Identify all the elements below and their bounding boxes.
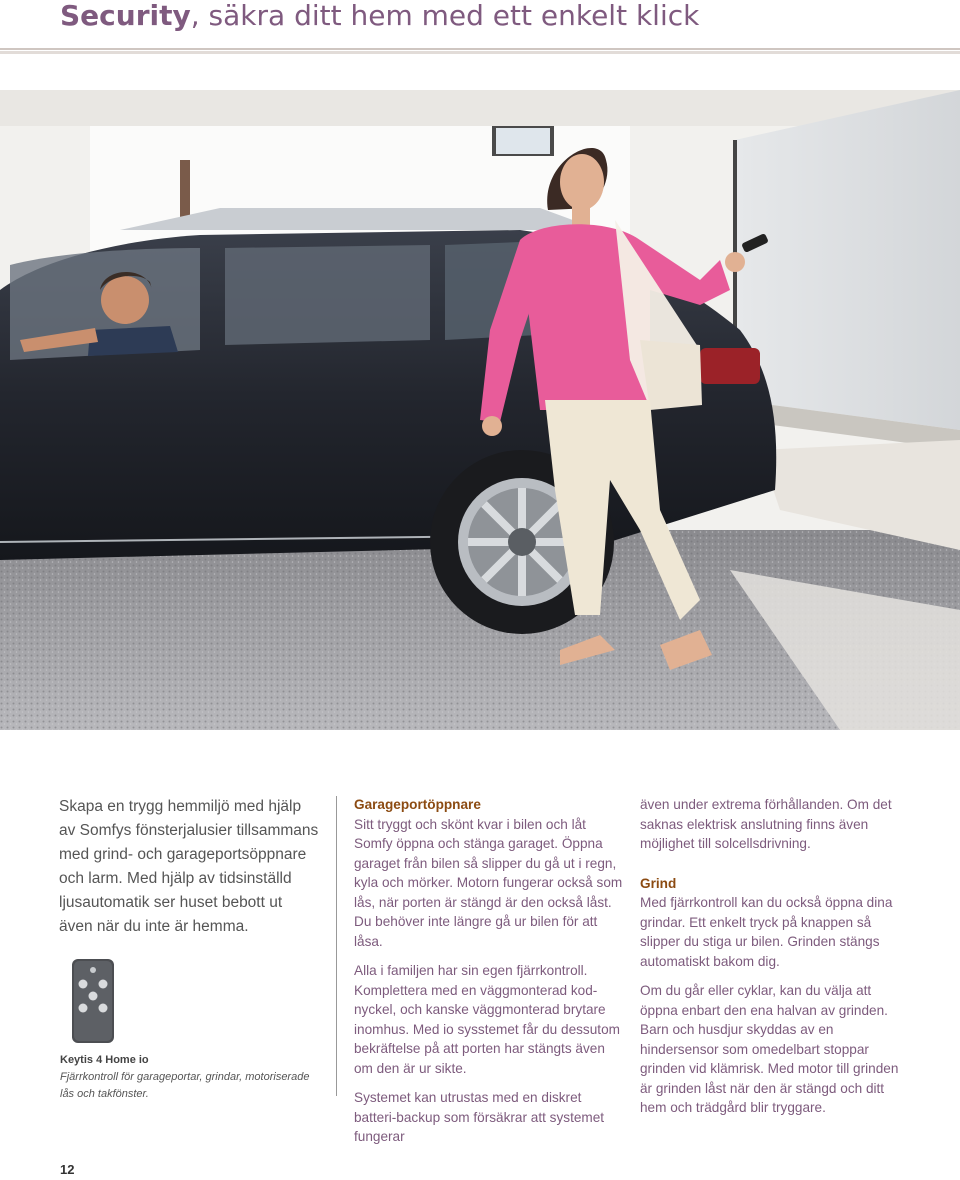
column-divider <box>336 796 337 1096</box>
column-garage <box>354 795 624 1157</box>
hero-photo <box>0 90 960 730</box>
paragraph: Med fjärrkontroll kan du också öppna dina grindar. Ett enkelt tryck på knappen så slipper du stiga ur bilen. Grinden stängs automatiskt bakom dig. <box>640 895 893 969</box>
page-title <box>60 0 699 32</box>
paragraph: Sitt tryggt och skönt kvar i bilen och låt Somfy öppna och stänga garaget. Öppna garaget från bilen så slipper du gå ut i regn, kyla och mörker. Motorn fungerar också som lås, när porten är stängd är den också låst. Du behöver inte längre gå ur bilen för att låsa. <box>354 816 623 949</box>
product-caption <box>60 1052 320 1103</box>
paragraph: även under extrema förhållanden. Om det saknas elektrisk anslutning finns även möjlighet till solcellsdrivning. <box>640 797 892 851</box>
intro-text: Skapa en trygg hemmiljö med hjälp av Somfys fönsterjalusier tillsammans med grind- och garageportsöppnare och larm. Med hjälp av tidsinställd ljusautomatik ser huset bebott ut även när du inte är hemma. <box>59 798 319 935</box>
remote-button <box>79 1004 88 1013</box>
remote-button <box>99 1004 108 1013</box>
keytis-remote-image <box>70 958 116 1044</box>
remote-button <box>79 980 88 989</box>
heading-garage: Garageportöppnare <box>354 797 481 812</box>
paragraph: Om du går eller cyklar, kan du välja att öppna enbart den ena halvan av grinden. Barn och husdjur skyddas av en hindersensor som omedelbart stoppar grinden vid klämrisk. Med motor till grinden är grinden låst när den är stängd och ditt hem och trädgård blir tryggare. <box>640 983 899 1115</box>
column-gate <box>640 795 910 1128</box>
page-header <box>0 0 960 50</box>
garage-door <box>735 90 960 430</box>
paragraph: Alla i familjen har sin egen fjärrkontroll. Komplettera med en väggmonterad kod-nyckel, och kanske väggmonterad brytare inomhus. Med io sysstemet får du dessutom bekräftelse på att porten har stängts även om den är ur sikte. <box>354 963 620 1076</box>
title-subtitle: , säkra ditt hem med ett enkelt klick <box>190 0 700 32</box>
page-number: 12 <box>60 1162 75 1177</box>
remote-button <box>99 980 108 989</box>
paragraph: Systemet kan utrustas med en diskret batteri-backup som försäkrar att systemet fungerar <box>354 1090 605 1144</box>
product-description: Fjärrkontroll för garageportar, grindar, motoriserade lås och takfönster. <box>60 1071 310 1100</box>
header-rule <box>0 48 960 54</box>
product-title: Keytis 4 Home io <box>60 1054 149 1066</box>
heading-gate: Grind <box>640 875 677 891</box>
remote-button <box>89 992 98 1001</box>
title-brand: Security <box>60 0 191 32</box>
hero-illustration <box>0 90 960 730</box>
